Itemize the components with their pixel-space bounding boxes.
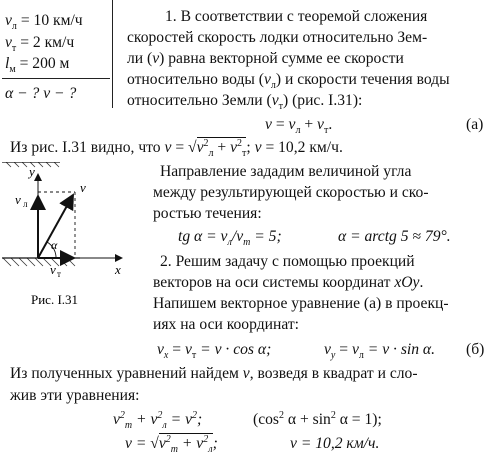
equation-identity: ($\cos^2$ $\alpha + \sin^2 \alpha = 1$); xyxy=(253,409,382,428)
given-divider xyxy=(2,78,110,79)
figure-result-line: Из рис. I.31 видно, что $v = √v^2_л + v^2_т$; v = 10,2 км/ч. xyxy=(10,137,343,160)
vector-vt-label: v xyxy=(50,262,56,277)
given-vt: $v_т = 2$ км/ч xyxy=(5,34,75,55)
equation-b-y: $v_y = v_л = v \cdot \sin \alpha$. xyxy=(324,341,436,362)
para1-line2: скоростей скорость лодки относительно Зем- xyxy=(127,29,428,46)
equation-tg-1: tg $\alpha = v_л/v_т = 5$; xyxy=(178,228,282,249)
equation-a: $v = v_л + v_т$. xyxy=(265,116,333,137)
para1-line1: 1. В соответствии с теоремой сложения xyxy=(165,8,428,25)
equation-a-label: (а) xyxy=(466,116,484,133)
para4-line1: Из полученных уравнений найдем v, возведя в квадрат и сло- xyxy=(10,365,418,382)
given-unknowns: α − ? v − ? xyxy=(5,85,77,102)
para2-line2: между результирующей скоростью и ско- xyxy=(153,184,429,201)
equation-b-label: (б) xyxy=(466,341,485,358)
para1-line5: относительно Земли $(v_т)$ (рис. I.31): xyxy=(127,92,363,113)
equation-b-x: $v_x = v_т = v \cdot \cos \alpha$; xyxy=(157,341,272,362)
para3-line2: векторов на оси системы координат xOy. xyxy=(153,274,424,291)
figure-vector-diagram xyxy=(0,162,135,312)
para2-line1: Направление зададим величиной угла xyxy=(160,163,412,180)
para4-line2: жив эти уравнения: xyxy=(10,387,140,404)
equation-squares: $v^2_т + v^2_л = v^2$; xyxy=(113,409,203,432)
angle-alpha-label: α xyxy=(51,238,58,252)
vector-vt-sub: т xyxy=(57,269,61,279)
figure-caption: Рис. I.31 xyxy=(31,292,79,307)
axis-y-label: y xyxy=(29,164,35,179)
vector-v-label: v xyxy=(80,180,86,195)
given-vl: $v_л = 10$ км/ч xyxy=(5,12,83,33)
para1-line3: ли (v) равна векторной сумме ее скорости xyxy=(127,50,404,67)
para3-line1: 2. Решим задачу с помощью проекций xyxy=(160,253,415,270)
given-lm: $l_м = 200$ м xyxy=(5,55,70,76)
para3-line3: Напишем векторное уравнение (а) в проекц- xyxy=(153,295,449,312)
equation-root-rhs: v = 10,2 км/ч. xyxy=(290,435,380,452)
vector-vl-label: v xyxy=(15,192,21,207)
para2-line3: ростью течения: xyxy=(153,205,262,222)
axis-x-label: x xyxy=(115,262,121,277)
equation-root: $v = √v^2_т + v^2_л$; xyxy=(125,433,218,456)
para1-line4: относительно воды $(v_л)$ и скорости течения воды xyxy=(127,71,450,92)
para3-line4: иях на оси координат: xyxy=(153,316,299,333)
vector-vl-sub: л xyxy=(23,199,28,209)
equation-tg-1-rhs: α = arctg 5 ≈ 79°. xyxy=(338,228,451,245)
